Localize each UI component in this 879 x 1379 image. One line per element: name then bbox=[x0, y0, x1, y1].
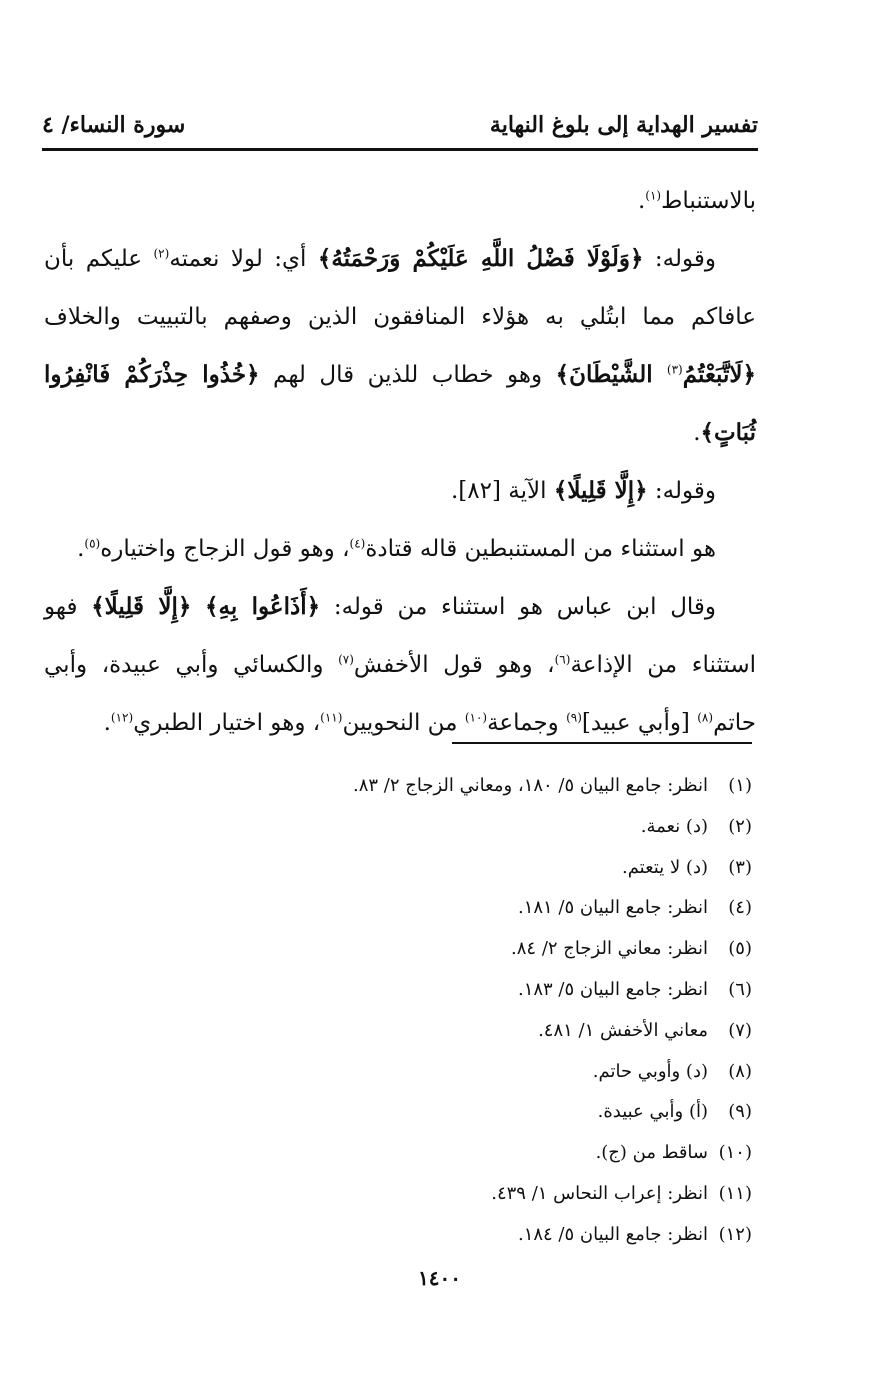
footnote-number: (٦) bbox=[728, 978, 752, 1000]
footnote-number: (٥) bbox=[728, 938, 752, 960]
p5-space bbox=[191, 594, 205, 620]
footnote-item bbox=[100, 929, 752, 970]
footnote-number: (٣) bbox=[728, 856, 752, 878]
footnote-text: انظر: معاني الزجاج ٢/ ٨٤. bbox=[511, 938, 708, 960]
footnote-number: (٤) bbox=[728, 897, 752, 919]
footnote-ref-6: (٦) bbox=[554, 652, 571, 667]
p2-text-e: . bbox=[693, 420, 701, 446]
header-rule bbox=[42, 148, 758, 151]
p5-text-a: وقال ابن عباس هو استثناء من قوله: bbox=[320, 594, 717, 620]
footnote-ref-2: (٢) bbox=[153, 246, 170, 261]
footnote-item bbox=[100, 970, 752, 1011]
footnote-ref-7: (٧) bbox=[338, 652, 354, 667]
p3-text-a: وقوله: bbox=[647, 478, 716, 504]
footnote-text: ساقط من (ج). bbox=[595, 1142, 708, 1164]
paragraph-1 bbox=[44, 172, 756, 230]
footnote-text: انظر: جامع البيان ٥/ ١٨٣. bbox=[517, 978, 708, 1000]
quran-verse: ﴿أَذَاعُوا بِهِ﴾ bbox=[205, 593, 321, 620]
p5-text-d: والكسائي وأبي عبيدة، وأبي حاتم bbox=[44, 652, 756, 736]
running-header bbox=[42, 108, 758, 148]
footnote-ref-10: (١٠) bbox=[464, 710, 488, 725]
footnote-text: (د) وأوبي حاتم. bbox=[592, 1060, 708, 1082]
footnote-text: (د) نعمة. bbox=[640, 815, 708, 837]
footnote-text: انظر: إعراب النحاس ١/ ٤٣٩. bbox=[491, 1182, 708, 1204]
footnote-ref-12: (١٢) bbox=[110, 710, 134, 725]
footnote-number: (٧) bbox=[728, 1019, 752, 1041]
footnote-text: (أ) وأبي عبيدة. bbox=[597, 1101, 708, 1123]
footnote-text: معاني الأخفش ١/ ٤٨١. bbox=[538, 1019, 708, 1041]
surah-label: سورة النساء/ ٤ bbox=[42, 112, 186, 138]
footnote-text: انظر: جامع البيان ٥/ ١٨٤. bbox=[517, 1223, 708, 1245]
p4-text-b: ، وهو قول الزجاج واختياره bbox=[100, 536, 350, 562]
footnote-item bbox=[100, 1052, 752, 1093]
footnote-text: (د) لا يتعتم. bbox=[621, 856, 708, 878]
p4-text-c: . bbox=[77, 536, 85, 562]
quran-verse: ﴿خُذُوا حِذْرَكُمْ فَانْفِرُوا ثُبَاتٍ﴾ bbox=[44, 361, 756, 446]
paragraph-3 bbox=[44, 462, 756, 520]
book-title: تفسير الهداية إلى بلوغ النهاية bbox=[489, 112, 758, 138]
footnote-number: (٩) bbox=[728, 1101, 752, 1123]
quran-verse: ﴿إِلَّا قَلِيلًا﴾ bbox=[553, 477, 648, 504]
p2-text-c: عليكم بأن عافاكم مما ابتُلي به هؤلاء المنافقون الذين وصفهم بالتبييت والخلاف bbox=[44, 246, 756, 330]
p5-text-g: من النحويين bbox=[342, 710, 465, 736]
quran-verse: ﴿لَاتَّبَعْتُمُ bbox=[682, 361, 756, 388]
p1-end: . bbox=[637, 188, 646, 214]
footnote-item bbox=[100, 1174, 752, 1215]
page-number: ١٤٠٠ bbox=[418, 1266, 461, 1290]
p5-text-i: . bbox=[103, 710, 111, 736]
footnote-item bbox=[100, 1092, 752, 1133]
p5-text-f: وجماعة bbox=[487, 710, 567, 736]
footnote-number: (١٢) bbox=[718, 1223, 752, 1245]
footnote-number: (١) bbox=[728, 775, 752, 796]
p3-text-b: الآية [٨٢]. bbox=[451, 478, 554, 504]
main-text bbox=[44, 172, 756, 752]
footnote-item bbox=[100, 807, 752, 848]
p5-text-h: ، وهو اختيار الطبري bbox=[133, 710, 321, 736]
footnote-ref-3: (٣) bbox=[666, 362, 683, 377]
footnote-text: انظر: جامع البيان ٥/ ١٨١. bbox=[517, 897, 708, 919]
footnote-ref-5: (٥) bbox=[84, 536, 101, 551]
footnote-number: (٢) bbox=[728, 815, 752, 837]
p2-text-a: وقوله: bbox=[643, 246, 716, 272]
footnote-number: (١٠) bbox=[718, 1142, 752, 1164]
p5-text-e: [وأبي عبيد] bbox=[581, 710, 698, 736]
footnote-ref-1: (١) bbox=[645, 188, 662, 203]
footnote-number: (٨) bbox=[728, 1060, 752, 1082]
footnote-item bbox=[100, 848, 752, 889]
paragraph-2 bbox=[44, 230, 756, 462]
footnote-item bbox=[100, 1133, 752, 1174]
p5-text-c: ، وهو قول الأخفش bbox=[353, 652, 555, 678]
footnote-item bbox=[100, 1011, 752, 1052]
footnote-ref-11: (١١) bbox=[320, 710, 343, 725]
footnote-item bbox=[100, 888, 752, 929]
quran-verse: ﴿إِلَّا قَلِيلًا﴾ bbox=[91, 593, 192, 620]
p4-text-a: هو استثناء من المستنبطين قاله قتادة bbox=[365, 536, 716, 562]
paragraph-5 bbox=[44, 578, 756, 752]
footnote-number: (١١) bbox=[718, 1182, 752, 1204]
p5-text-b: فهو استثناء من الإذاعة bbox=[44, 594, 757, 678]
p2-text-b: أي: لولا نعمته bbox=[169, 246, 318, 272]
footnote-ref-8: (٨) bbox=[697, 710, 714, 725]
quran-verse: ﴿وَلَوْلَا فَضْلُ اللَّهِ عَلَيْكُمْ وَرَحْمَتُهُ﴾ bbox=[317, 245, 644, 272]
paragraph-4 bbox=[44, 520, 756, 578]
quran-verse: الشَّيْطَانَ﴾ bbox=[555, 361, 667, 388]
footnote-text: انظر: جامع البيان ٥/ ١٨٠، ومعاني الزجاج ٢/ ٨٣. bbox=[353, 775, 708, 796]
footnote-item bbox=[100, 766, 752, 807]
p1-text: بالاستنباط bbox=[661, 188, 756, 214]
footnote-item bbox=[100, 1215, 752, 1256]
footnote-ref-9: (٩) bbox=[566, 710, 582, 725]
footnote-separator bbox=[452, 742, 752, 744]
footnotes-list bbox=[100, 766, 752, 1256]
p2-text-d: وهو خطاب للذين قال لهم bbox=[259, 362, 556, 388]
footnote-ref-4: (٤) bbox=[349, 536, 366, 551]
